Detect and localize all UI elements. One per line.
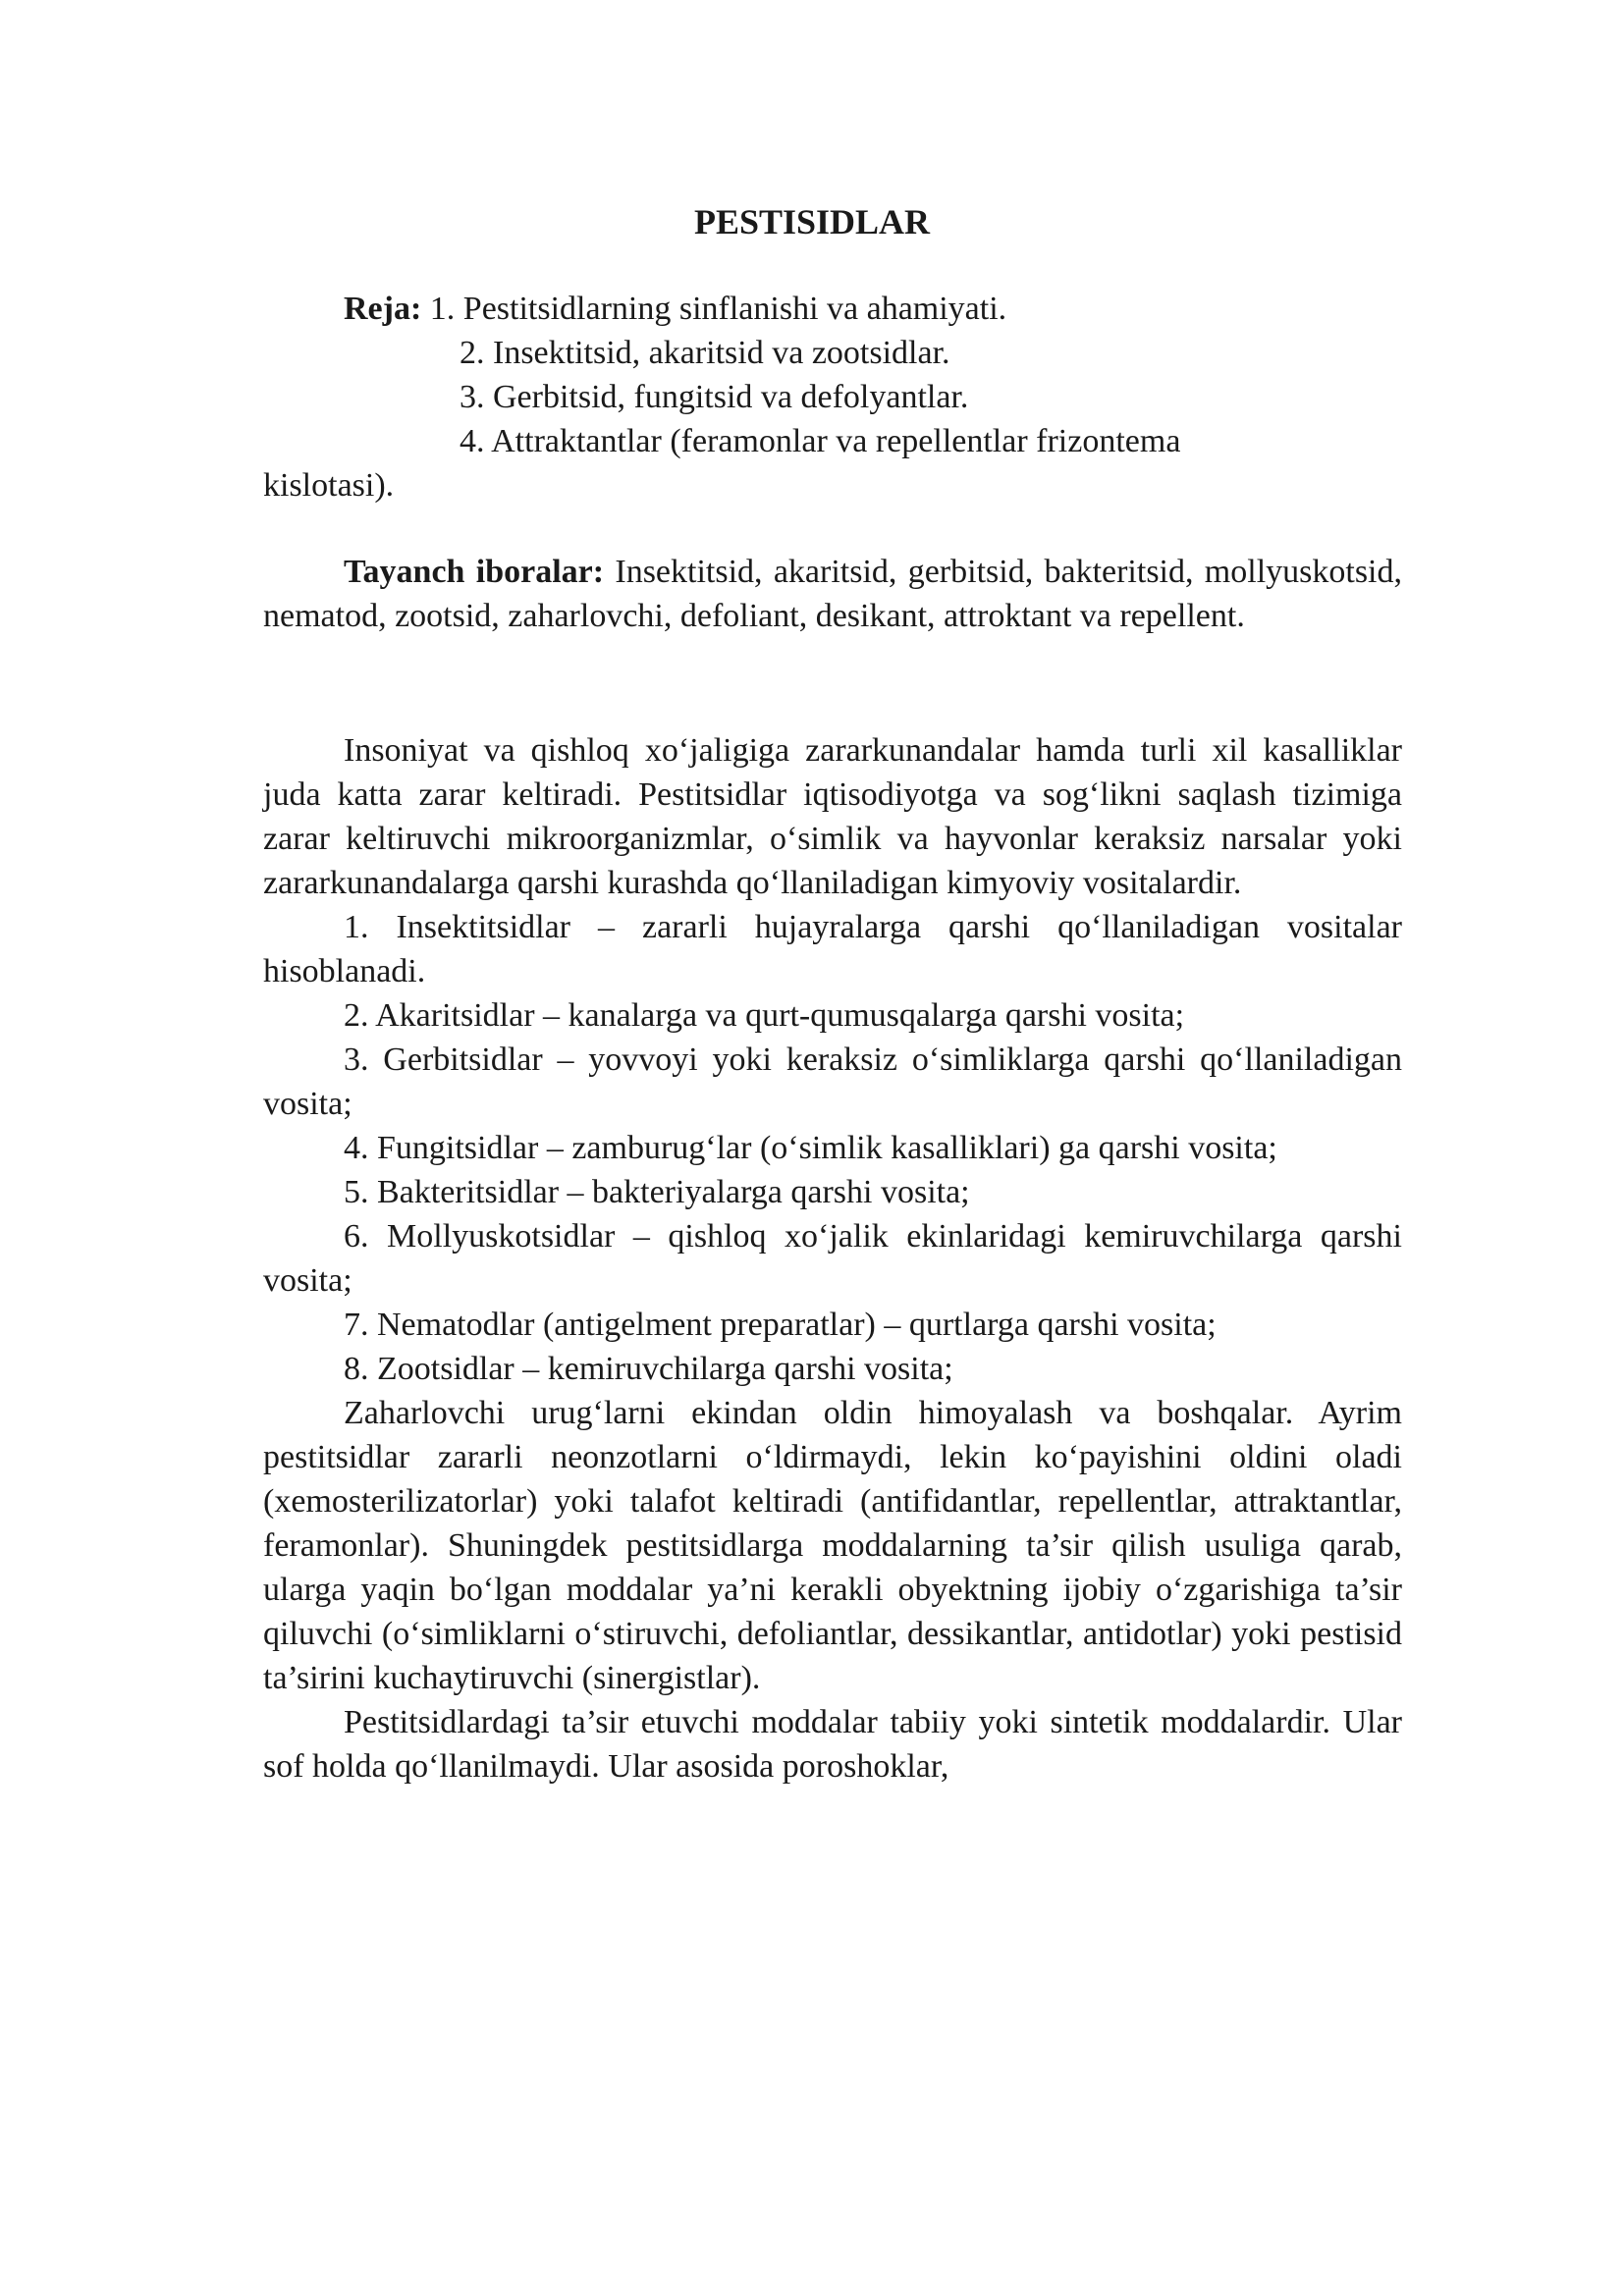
body-paragraph: Zaharlovchi urug‘larni ekindan oldin himoyalash va boshqalar. Ayrim pestitsidlar zararli neonzotlarni o‘ldirmaydi, lekin ko‘payishini oldini oladi (xemosterilizatorlar) yoki talafot keltiradi (antifidantlar, repellentlar, attraktantlar, feramonlar). Shuningdek pestitsidlarga moddalarning ta’sir qilish usuliga qarab, ularga yaqin bo‘lgan moddalar ya’ni kerakli obyektning ijobiy o‘zgarishiga ta’sir qiluvchi (o‘simliklarni o‘stiruvchi, defoliantlar, dessikantlar, antidotlar) yoki pestisid ta’sirini kuchaytiruvchi (sinergistlar). — [263, 1395, 1402, 1696]
plan-item-text: 1. Pestitsidlarning sinflanishi va ahamiyati. — [429, 291, 1007, 327]
plan-section — [263, 287, 1402, 507]
intro-paragraph: Insoniyat va qishloq xo‘jaligiga zararkunandalar hamda turli xil kasalliklar juda katta zarar keltiradi. Pestitsidlar iqtisodiyotga va sog‘likni saqlash tizimiga zarar keltiruvchi mikroorganizmlar, o‘simlik va hayvonlar keraksiz narsalar yoki zararkunandalarga qarshi kurashda qo‘llaniladigan kimyoviy vositalardir. — [263, 732, 1402, 901]
list-item: 8. Zootsidlar – kemiruvchilarga qarshi vosita; — [344, 1351, 953, 1387]
plan-item: 4. Attraktantlar (feramonlar va repellentlar frizontema — [460, 423, 1181, 459]
keywords-section — [263, 550, 1402, 638]
body-paragraph: Pestitsidlardagi ta’sir etuvchi moddalar tabiiy yoki sintetik moddalardir. Ular sof holda qo‘llanilmaydi. Ular asosida poroshoklar, — [263, 1704, 1402, 1785]
body-text — [263, 728, 1402, 1789]
list-item: 2. Akaritsidlar – kanalarga va qurt-qumusqalarga qarshi vosita; — [344, 997, 1185, 1034]
list-item: 7. Nematodlar (antigelment preparatlar) – qurtlarga qarshi vosita; — [344, 1307, 1217, 1343]
list-item: 5. Bakteritsidlar – bakteriyalarga qarshi vosita; — [344, 1174, 970, 1210]
page-title: PESTISIDLAR — [693, 202, 931, 241]
plan-item: 3. Gerbitsid, fungitsid va defolyantlar. — [460, 379, 969, 415]
plan-label: Reja: — [344, 291, 422, 327]
keywords-label: Tayanch iboralar: — [344, 554, 605, 590]
plan-item: 2. Insektitsid, akaritsid va zootsidlar. — [460, 335, 950, 371]
list-item: 6. Mollyuskotsidlar – qishloq xo‘jalik ekinlaridagi kemiruvchilarga qarshi vosita; — [263, 1218, 1402, 1299]
list-item: 4. Fungitsidlar – zamburug‘lar (o‘simlik kasalliklari) ga qarshi vosita; — [344, 1130, 1277, 1166]
plan-item — [263, 287, 1402, 331]
list-item: 3. Gerbitsidlar – yovvoyi yoki keraksiz o‘simliklarga qarshi qo‘llaniladigan vosita; — [263, 1041, 1402, 1122]
keywords-text: Insektitsid, akaritsid, gerbitsid, bakteritsid, mollyuskotsid, nematod, zootsid, zaharlovchi, defoliant, desikant, attroktant va repellent. — [263, 554, 1402, 634]
plan-item-continuation: kislotasi). — [263, 467, 395, 504]
keywords-paragraph — [263, 550, 1402, 638]
list-item: 1. Insektitsidlar – zararli hujayralarga qarshi qo‘llaniladigan vositalar hisoblanadi. — [263, 909, 1402, 989]
